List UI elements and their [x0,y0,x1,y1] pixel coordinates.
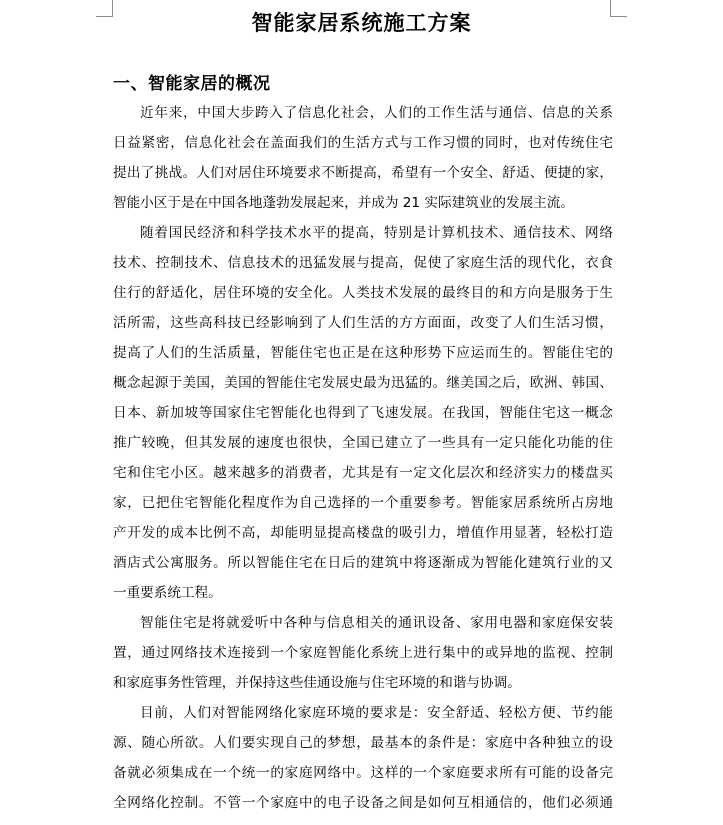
text-line: 源、随心所欲。人们要实现自己的梦想，最基本的条件是：家庭中各种独立的设 [113,735,613,751]
text-line: 智能住宅是将就爱听中各种与信息相关的通讯设备、家用电器和家庭保安装 [140,615,613,631]
text-line: 产开发的成本比例不高，却能明显提高楼盘的吸引力，增值作用显著，轻松打造 [113,525,613,541]
body-text [113,98,613,818]
document-title: 智能家居系统施工方案 [251,10,472,35]
text-line: 随着国民经济和科学技术水平的提高，特别是计算机技术、通信技术、网络 [140,225,613,241]
paragraph-1 [113,98,613,218]
text-line: 提高了人们的生活质量，智能住宅也正是在这种形势下应运而生的。智能住宅的 [113,345,613,361]
text-line: 置，通过网络技术连接到一个家庭智能化系统上进行集中的或异地的监视、控制 [113,645,613,661]
paragraph-2 [113,218,613,608]
paragraph-3 [113,608,613,698]
text-line: 技术、控制技术、信息技术的迅猛发展与提高，促使了家庭生活的现代化，衣食 [113,255,613,271]
text-line: 日本、新加坡等国家住宅智能化也得到了飞速发展。在我国，智能住宅这一概念 [113,405,613,421]
text-line: 智能小区于是在中国各地蓬勃发展起来，并成为 21 实际建筑业的发展主流。 [113,195,574,211]
section-heading: 一、智能家居的概况 [113,74,271,94]
text-line: 概念起源于美国，美国的智能住宅发展史最为迅猛的。继美国之后，欧洲、韩国、 [113,375,613,391]
text-line: 目前，人们对智能网络化家庭环境的要求是：安全舒适、轻松方便、节约能 [140,705,613,721]
text-line: 日益紧密，信息化社会在盖面我们的生活方式与工作习惯的同时，也对传统住宅 [113,135,613,151]
text-line: 住行的舒适化，居住环境的安全化。人类技术发展的最终目的和方向是服务于生 [113,285,613,301]
text-line: 宅和住宅小区。越来越多的消费者，尤其是有一定文化层次和经济实力的楼盘买 [113,465,613,481]
text-line: 酒店式公寓服务。所以智能住宅在日后的建筑中将逐渐成为智能化建筑行业的又 [113,555,613,571]
text-line: 一重要系统工程。 [113,585,222,601]
text-line: 活所需，这些高科技已经影响到了人们生活的方方面面，改变了人们生活习惯， [113,315,613,331]
text-line: 提出了挑战。人们对居住环境要求不断提高，希望有一个安全、舒适、便捷的家， [113,165,613,181]
text-line: 近年来，中国大步跨入了信息化社会，人们的工作生活与通信、信息的关系 [140,105,613,121]
text-line: 推广较晚，但其发展的速度也很快，全国已建立了一些具有一定只能化功能的住 [113,435,613,451]
text-line: 家，已把住宅智能化程度作为自己选择的一个重要参考。智能家居系统所占房地 [113,495,613,511]
text-line: 备就必须集成在一个统一的家庭网络中。这样的一个家庭要求所有可能的设备完 [113,765,613,781]
text-line: 全网络化控制。不管一个家庭中的电子设备之间是如何互相通信的，他们必须通 [113,795,613,811]
text-line: 和家庭事务性管理，并保持这些佳通设施与住宅环境的和谐与协调。 [113,675,521,691]
paragraph-4 [113,698,613,818]
